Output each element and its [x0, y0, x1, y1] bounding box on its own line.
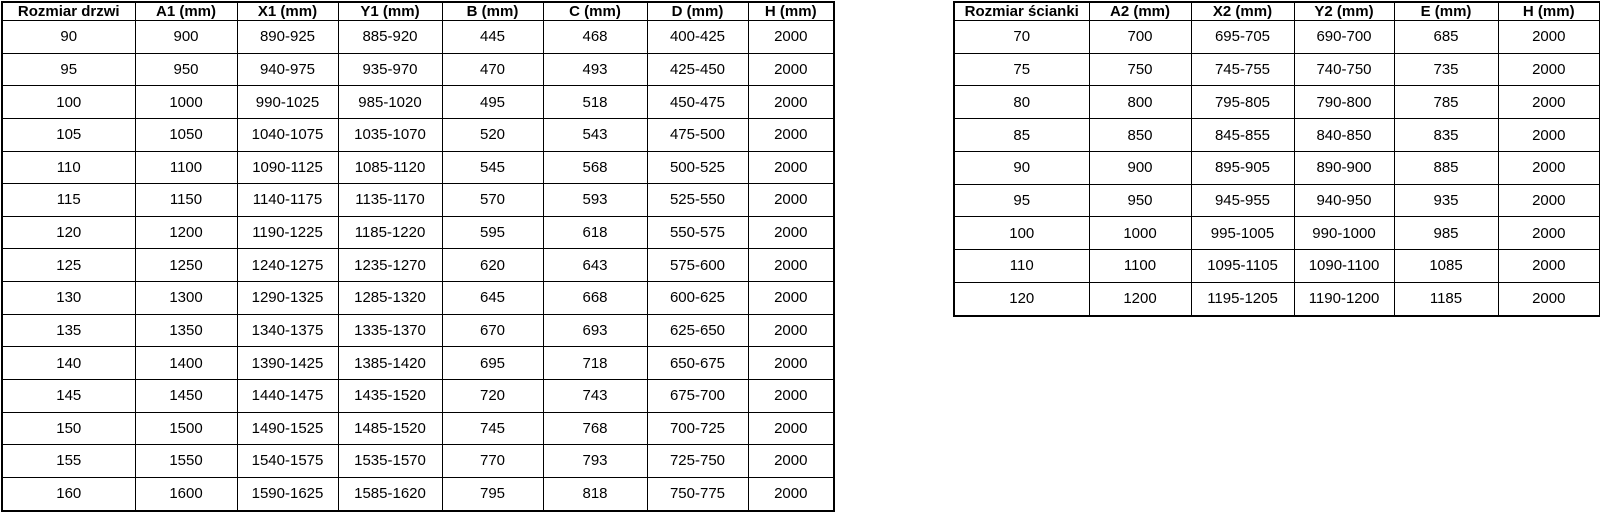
table-row	[954, 53, 1600, 86]
cell: 1400	[135, 347, 237, 380]
cell: 115	[2, 184, 135, 217]
table-row	[2, 249, 834, 282]
cell: 1285-1320	[338, 282, 442, 315]
cell: 885	[1394, 151, 1498, 184]
cell: 2000	[748, 282, 834, 315]
table-row	[2, 216, 834, 249]
cell: 2000	[748, 86, 834, 119]
cell: 945-955	[1191, 184, 1294, 217]
cell: 570	[442, 184, 543, 217]
cell: 2000	[748, 347, 834, 380]
header-cell: X2 (mm)	[1191, 2, 1294, 21]
cell: 545	[442, 151, 543, 184]
cell: 125	[2, 249, 135, 282]
cell: 935-970	[338, 53, 442, 86]
header-row	[2, 2, 834, 21]
header-cell: Rozmiar drzwi	[2, 2, 135, 21]
cell: 75	[954, 53, 1089, 86]
cell: 800	[1089, 86, 1191, 119]
cell: 793	[543, 445, 647, 478]
cell: 100	[2, 86, 135, 119]
cell: 475-500	[647, 118, 748, 151]
cell: 493	[543, 53, 647, 86]
cell: 890-925	[237, 21, 338, 54]
table-row	[2, 53, 834, 86]
cell: 1350	[135, 314, 237, 347]
cell: 990-1025	[237, 86, 338, 119]
cell: 450-475	[647, 86, 748, 119]
cell: 90	[2, 21, 135, 54]
cell: 668	[543, 282, 647, 315]
cell: 2000	[748, 118, 834, 151]
table-row	[2, 445, 834, 478]
table-row	[954, 250, 1600, 283]
cell: 935	[1394, 184, 1498, 217]
cell: 425-450	[647, 53, 748, 86]
cell: 818	[543, 477, 647, 511]
table-row	[954, 217, 1600, 250]
cell: 2000	[748, 445, 834, 478]
cell: 1250	[135, 249, 237, 282]
cell: 70	[954, 21, 1089, 54]
cell: 850	[1089, 119, 1191, 152]
cell: 1540-1575	[237, 445, 338, 478]
cell: 1085-1120	[338, 151, 442, 184]
header-cell: B (mm)	[442, 2, 543, 21]
table-row	[2, 282, 834, 315]
cell: 745	[442, 412, 543, 445]
cell: 400-425	[647, 21, 748, 54]
cell: 1290-1325	[237, 282, 338, 315]
cell: 1590-1625	[237, 477, 338, 511]
table-row	[2, 151, 834, 184]
cell: 835	[1394, 119, 1498, 152]
cell: 795	[442, 477, 543, 511]
cell: 2000	[748, 314, 834, 347]
header-cell: E (mm)	[1394, 2, 1498, 21]
cell: 695	[442, 347, 543, 380]
cell: 2000	[1498, 282, 1600, 316]
header-cell: D (mm)	[647, 2, 748, 21]
cell: 520	[442, 118, 543, 151]
cell: 735	[1394, 53, 1498, 86]
cell: 1035-1070	[338, 118, 442, 151]
cell: 2000	[748, 216, 834, 249]
cell: 1385-1420	[338, 347, 442, 380]
cell: 740-750	[1294, 53, 1394, 86]
cell: 750	[1089, 53, 1191, 86]
cell: 470	[442, 53, 543, 86]
cell: 1435-1520	[338, 379, 442, 412]
cell: 745-755	[1191, 53, 1294, 86]
cell: 985	[1394, 217, 1498, 250]
table-row	[2, 184, 834, 217]
cell: 1000	[135, 86, 237, 119]
cell: 900	[1089, 151, 1191, 184]
header-cell: H (mm)	[748, 2, 834, 21]
cell: 2000	[748, 412, 834, 445]
cell: 1090-1100	[1294, 250, 1394, 283]
cell: 995-1005	[1191, 217, 1294, 250]
cell: 645	[442, 282, 543, 315]
cell: 525-550	[647, 184, 748, 217]
cell: 2000	[748, 21, 834, 54]
cell: 110	[954, 250, 1089, 283]
cell: 1190-1225	[237, 216, 338, 249]
cell: 80	[954, 86, 1089, 119]
table-row	[954, 86, 1600, 119]
cell: 795-805	[1191, 86, 1294, 119]
cell: 725-750	[647, 445, 748, 478]
cell: 160	[2, 477, 135, 511]
cell: 685	[1394, 21, 1498, 54]
cell: 543	[543, 118, 647, 151]
cell: 2000	[1498, 21, 1600, 54]
cell: 618	[543, 216, 647, 249]
cell: 120	[954, 282, 1089, 316]
cell: 600-625	[647, 282, 748, 315]
cell: 750-775	[647, 477, 748, 511]
table-row	[954, 184, 1600, 217]
table-row	[2, 412, 834, 445]
cell: 695-705	[1191, 21, 1294, 54]
header-cell: C (mm)	[543, 2, 647, 21]
cell: 2000	[1498, 53, 1600, 86]
cell: 120	[2, 216, 135, 249]
cell: 1600	[135, 477, 237, 511]
header-cell: Rozmiar ścianki	[954, 2, 1089, 21]
cell: 890-900	[1294, 151, 1394, 184]
table-row	[2, 118, 834, 151]
cell: 940-950	[1294, 184, 1394, 217]
cell: 135	[2, 314, 135, 347]
cell: 1185	[1394, 282, 1498, 316]
cell: 693	[543, 314, 647, 347]
cell: 2000	[748, 477, 834, 511]
cell: 950	[135, 53, 237, 86]
cell: 1550	[135, 445, 237, 478]
cell: 1095-1105	[1191, 250, 1294, 283]
cell: 85	[954, 119, 1089, 152]
cell: 1450	[135, 379, 237, 412]
table-row	[954, 119, 1600, 152]
cell: 1135-1170	[338, 184, 442, 217]
cell: 1195-1205	[1191, 282, 1294, 316]
table-row	[2, 86, 834, 119]
cell: 840-850	[1294, 119, 1394, 152]
cell: 1200	[1089, 282, 1191, 316]
header-cell: Y2 (mm)	[1294, 2, 1394, 21]
cell: 2000	[748, 184, 834, 217]
cell: 1085	[1394, 250, 1498, 283]
cell: 650-675	[647, 347, 748, 380]
cell: 445	[442, 21, 543, 54]
cell: 2000	[748, 249, 834, 282]
header-cell: A2 (mm)	[1089, 2, 1191, 21]
cell: 105	[2, 118, 135, 151]
cell: 90	[954, 151, 1089, 184]
cell: 150	[2, 412, 135, 445]
cell: 550-575	[647, 216, 748, 249]
cell: 785	[1394, 86, 1498, 119]
cell: 1335-1370	[338, 314, 442, 347]
cell: 95	[2, 53, 135, 86]
cell: 1490-1525	[237, 412, 338, 445]
cell: 1100	[135, 151, 237, 184]
table-row	[2, 21, 834, 54]
cell: 620	[442, 249, 543, 282]
table-row	[2, 347, 834, 380]
cell: 1185-1220	[338, 216, 442, 249]
cell: 1200	[135, 216, 237, 249]
cell: 768	[543, 412, 647, 445]
door-size-table	[1, 1, 835, 512]
cell: 1240-1275	[237, 249, 338, 282]
header-cell: A1 (mm)	[135, 2, 237, 21]
cell: 700	[1089, 21, 1191, 54]
cell: 1190-1200	[1294, 282, 1394, 316]
cell: 495	[442, 86, 543, 119]
cell: 568	[543, 151, 647, 184]
cell: 593	[543, 184, 647, 217]
cell: 743	[543, 379, 647, 412]
cell: 2000	[1498, 184, 1600, 217]
cell: 140	[2, 347, 135, 380]
cell: 1300	[135, 282, 237, 315]
cell: 2000	[1498, 86, 1600, 119]
cell: 575-600	[647, 249, 748, 282]
cell: 885-920	[338, 21, 442, 54]
table-row	[954, 21, 1600, 54]
cell: 595	[442, 216, 543, 249]
cell: 1500	[135, 412, 237, 445]
header-cell: Y1 (mm)	[338, 2, 442, 21]
cell: 675-700	[647, 379, 748, 412]
cell: 790-800	[1294, 86, 1394, 119]
cell: 643	[543, 249, 647, 282]
table-row	[2, 314, 834, 347]
cell: 690-700	[1294, 21, 1394, 54]
cell: 900	[135, 21, 237, 54]
table-row	[2, 477, 834, 511]
cell: 1235-1270	[338, 249, 442, 282]
cell: 985-1020	[338, 86, 442, 119]
cell: 2000	[1498, 151, 1600, 184]
cell: 1390-1425	[237, 347, 338, 380]
cell: 100	[954, 217, 1089, 250]
table-row	[954, 282, 1600, 316]
cell: 625-650	[647, 314, 748, 347]
cell: 110	[2, 151, 135, 184]
cell: 1040-1075	[237, 118, 338, 151]
cell: 895-905	[1191, 151, 1294, 184]
cell: 1585-1620	[338, 477, 442, 511]
cell: 845-855	[1191, 119, 1294, 152]
cell: 1000	[1089, 217, 1191, 250]
cell: 1100	[1089, 250, 1191, 283]
cell: 145	[2, 379, 135, 412]
cell: 770	[442, 445, 543, 478]
cell: 130	[2, 282, 135, 315]
cell: 1090-1125	[237, 151, 338, 184]
cell: 468	[543, 21, 647, 54]
header-cell: H (mm)	[1498, 2, 1600, 21]
cell: 950	[1089, 184, 1191, 217]
cell: 1050	[135, 118, 237, 151]
cell: 2000	[1498, 250, 1600, 283]
cell: 95	[954, 184, 1089, 217]
wall-size-table	[953, 1, 1600, 317]
cell: 2000	[748, 379, 834, 412]
cell: 500-525	[647, 151, 748, 184]
cell: 1340-1375	[237, 314, 338, 347]
cell: 1150	[135, 184, 237, 217]
header-row	[954, 2, 1600, 21]
cell: 718	[543, 347, 647, 380]
cell: 2000	[1498, 119, 1600, 152]
cell: 2000	[1498, 217, 1600, 250]
table-row	[954, 151, 1600, 184]
cell: 1140-1175	[237, 184, 338, 217]
cell: 670	[442, 314, 543, 347]
header-cell: X1 (mm)	[237, 2, 338, 21]
cell: 155	[2, 445, 135, 478]
cell: 1440-1475	[237, 379, 338, 412]
cell: 1535-1570	[338, 445, 442, 478]
table-row	[2, 379, 834, 412]
cell: 1485-1520	[338, 412, 442, 445]
cell: 990-1000	[1294, 217, 1394, 250]
cell: 940-975	[237, 53, 338, 86]
cell: 2000	[748, 151, 834, 184]
cell: 720	[442, 379, 543, 412]
cell: 2000	[748, 53, 834, 86]
cell: 700-725	[647, 412, 748, 445]
cell: 518	[543, 86, 647, 119]
